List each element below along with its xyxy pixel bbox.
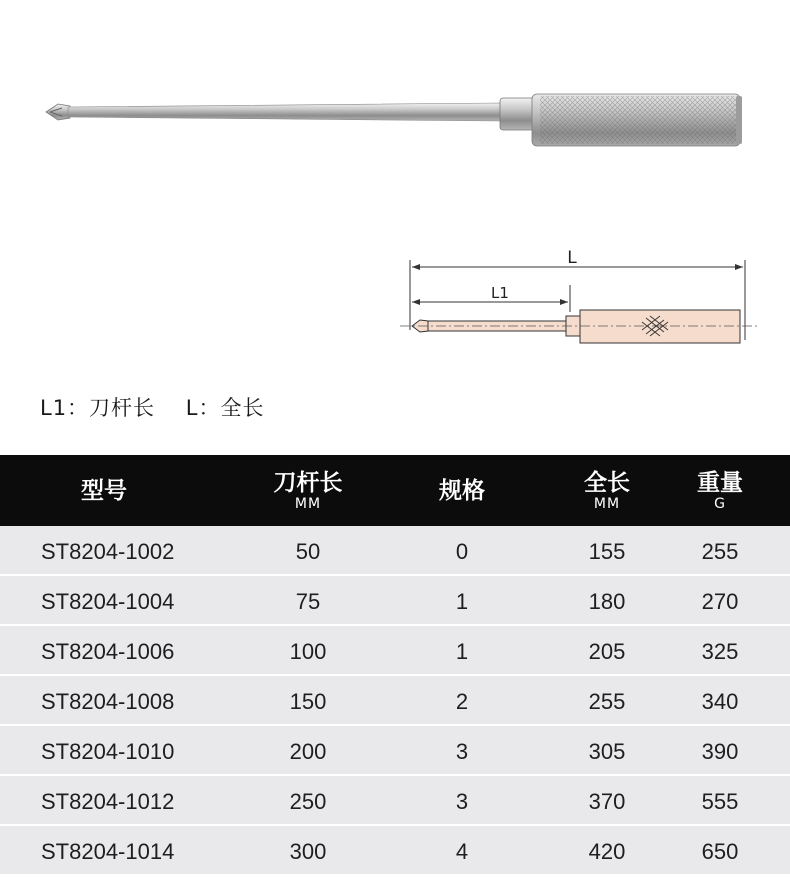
spec-table-body — [0, 526, 790, 876]
cell-shaft-length: 250 — [289, 789, 327, 814]
header-total-length-unit: MM — [593, 495, 621, 512]
cell-spec: 3 — [455, 789, 469, 814]
header-model-label: 型号 — [81, 477, 127, 504]
dim-L-label: L — [567, 248, 577, 268]
cell-model: ST8204-1002 — [41, 539, 175, 564]
spec-table-header — [0, 455, 790, 526]
cell-shaft-length: 100 — [289, 639, 327, 664]
dimension-diagram-icon — [0, 230, 790, 360]
cell-total-length: 155 — [588, 539, 626, 564]
header-model — [81, 455, 127, 526]
cell-spec: 0 — [455, 539, 469, 564]
cell-total-length: 180 — [588, 589, 626, 614]
cell-total-length: 305 — [588, 739, 626, 764]
legend-l1: L1：刀杆长 — [40, 396, 156, 420]
cell-total-length: 255 — [588, 689, 626, 714]
header-weight-unit: G — [714, 495, 726, 512]
cell-spec: 1 — [455, 639, 469, 664]
cell-total-length: 205 — [588, 639, 626, 664]
cell-shaft-length: 300 — [289, 839, 327, 864]
screwdriver-photo-icon — [0, 40, 790, 170]
table-row — [0, 726, 790, 776]
header-spec — [439, 455, 485, 526]
legend-l: L：全长 — [185, 396, 265, 420]
cell-model: ST8204-1004 — [41, 589, 175, 614]
cell-shaft-length: 50 — [295, 539, 321, 564]
cell-weight: 555 — [701, 789, 739, 814]
header-total-length — [584, 455, 630, 526]
cell-weight: 390 — [701, 739, 739, 764]
cell-shaft-length: 200 — [289, 739, 327, 764]
table-row — [0, 826, 790, 876]
cell-model: ST8204-1008 — [41, 689, 175, 714]
cell-weight: 255 — [701, 539, 739, 564]
cell-shaft-length: 75 — [295, 589, 321, 614]
cell-total-length: 370 — [588, 789, 626, 814]
cell-weight: 270 — [701, 589, 739, 614]
cell-model: ST8204-1012 — [41, 789, 175, 814]
cell-spec: 3 — [455, 739, 469, 764]
cell-model: ST8204-1006 — [41, 639, 175, 664]
cell-spec: 4 — [455, 839, 469, 864]
table-row — [0, 576, 790, 626]
cell-model: ST8204-1014 — [41, 839, 175, 864]
header-shaft-length-label: 刀杆长 — [273, 469, 343, 496]
header-weight — [697, 455, 743, 526]
cell-weight: 650 — [701, 839, 739, 864]
table-row — [0, 676, 790, 726]
dimension-legend — [40, 392, 264, 422]
header-total-length-label: 全长 — [584, 469, 630, 496]
header-shaft-length — [274, 455, 343, 526]
header-shaft-length-unit: MM — [294, 495, 322, 512]
table-row — [0, 626, 790, 676]
cell-weight: 325 — [701, 639, 739, 664]
header-weight-label: 重量 — [697, 469, 743, 496]
cell-shaft-length: 150 — [289, 689, 327, 714]
table-row — [0, 776, 790, 826]
cell-weight: 340 — [701, 689, 739, 714]
table-row — [0, 526, 790, 576]
header-spec-label: 规格 — [439, 477, 485, 504]
cell-spec: 2 — [455, 689, 469, 714]
dim-L1-label: L1 — [491, 284, 509, 302]
cell-total-length: 420 — [588, 839, 626, 864]
cell-spec: 1 — [455, 589, 469, 614]
cell-model: ST8204-1010 — [41, 739, 175, 764]
